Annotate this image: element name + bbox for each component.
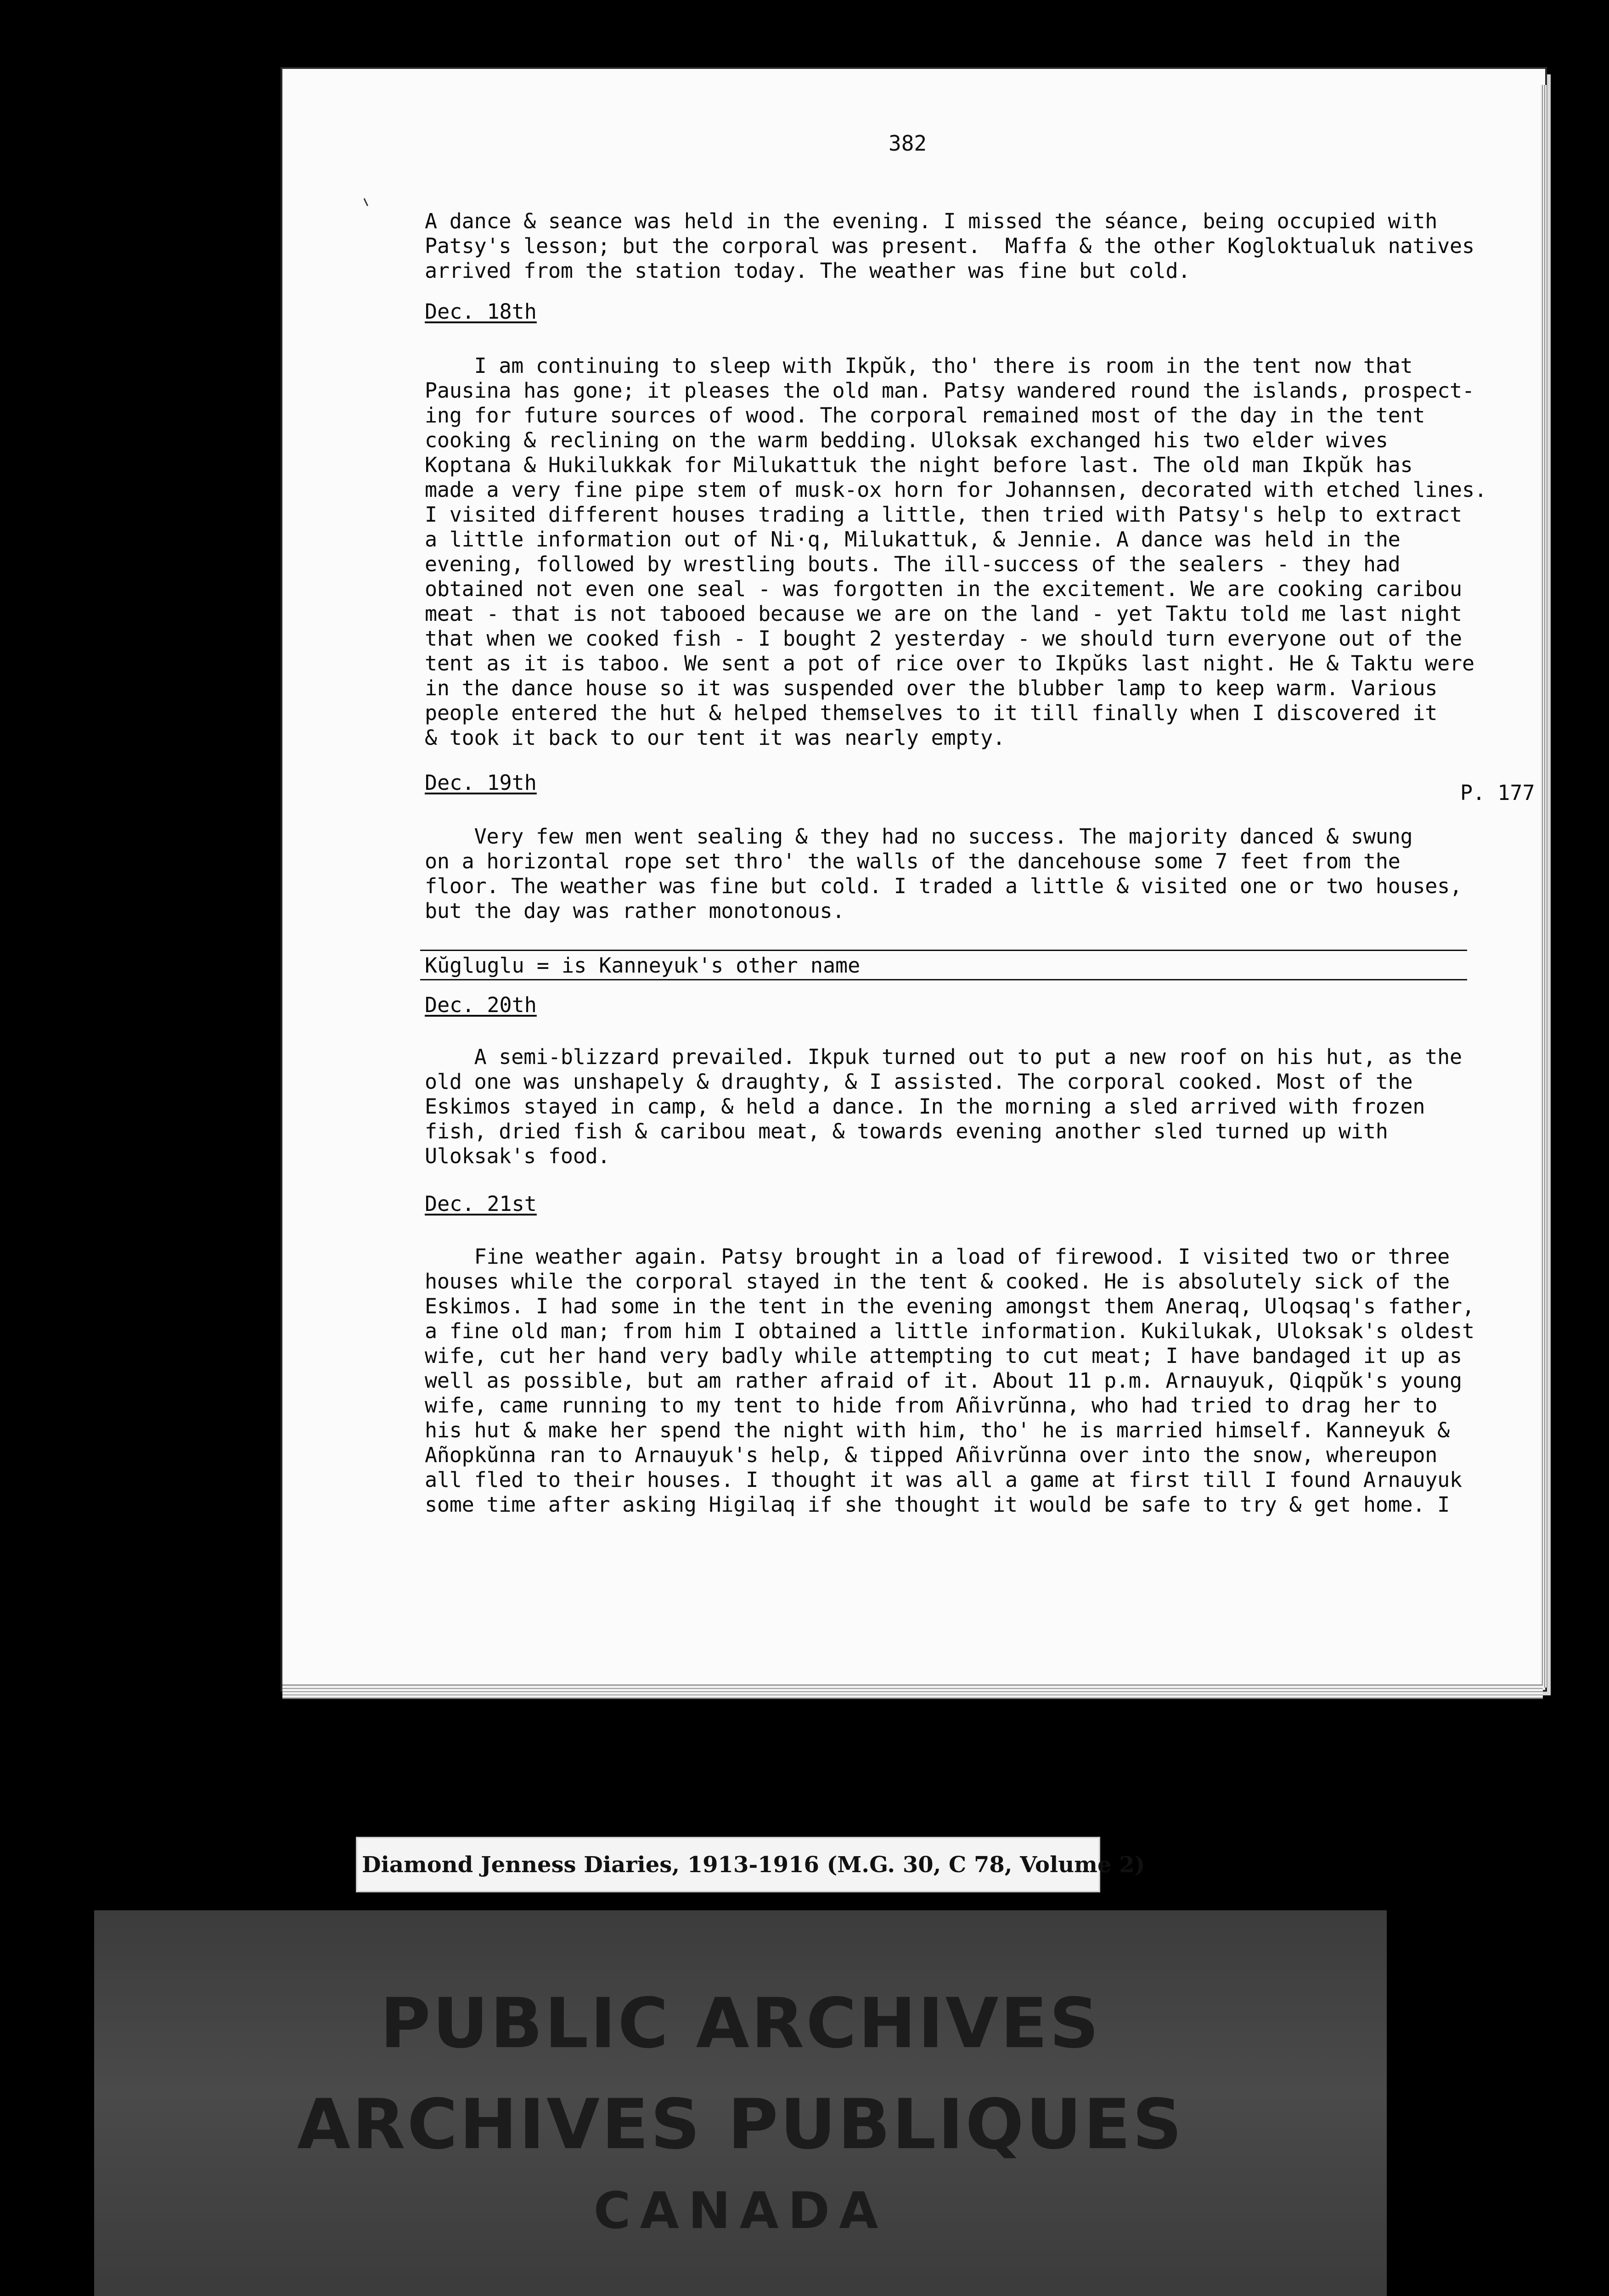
page-stack-right-edge: [1541, 85, 1548, 1688]
entry-text-dec-20: A semi-blizzard prevailed. Ikpuk turned out to put a new roof on his hut, as the old one was unshapely & draughty, & I assisted. The corporal cooked. Most of the Eskimos stayed in camp, & held a dance. In the morning a sled arrived with frozen fish, dried fish & caribou meat, & towards evening another sled turned up with Uloksak's food.: [425, 1045, 1462, 1168]
intro-paragraph: A dance & seance was held in the evening. I missed the séance, being occupied with Patsy's lesson; but the corporal was present. Maffa & the other Kogloktualuk natives arrived from the station today. The weather was fine but cold.: [425, 209, 1474, 283]
entry-date-dec-19: Dec. 19th: [425, 771, 537, 795]
caption-text: Diamond Jenness Diaries, 1913-1916 (M.G. 30, C 78, Volume 2): [362, 1852, 1145, 1878]
entry-date-dec-21: Dec. 21st: [425, 1192, 537, 1216]
entry-date-dec-20: Dec. 20th: [425, 993, 537, 1017]
entry-date-dec-18: Dec. 18th: [425, 299, 537, 324]
stamp-line-public-archives: PUBLIC ARCHIVES: [380, 1984, 1101, 2064]
archive-stamp: [94, 1910, 1387, 2296]
archive-caption-label: [356, 1837, 1145, 1892]
ruled-annotation: [420, 941, 1467, 983]
stamp-line-archives-publiques: ARCHIVES PUBLIQUES: [297, 2085, 1184, 2165]
entry-text-dec-21: Fine weather again. Patsy brought in a load of firewood. I visited two or three houses while the corporal stayed in the tent & cooked. He is absolutely sick of the Eskimos. I had some in the tent in the evening amongst them Aneraq, Uloqsaq's father, a fine old man; from him I obtained a little information. Kukilukak, Uloksak's oldest wife, cut her hand very badly while attempting to cut meat; I have bandaged it up as well as possible, but am rather afraid of it. About 11 p.m. Arnauyuk, Qiqpŭk's young wife, came running to my tent to hide from Añivrŭnna, who had tried to drag her to his hut & make her spend the night with him, tho' he is married himself. Kanneyuk & Añopkŭnna ran to Arnauyuk's help, & tipped Añivrŭnna over into the snow, whereupon all fled to their houses. I thought it was all a game at first till I found Arnauyuk some time after asking Higilaq if she thought it would be safe to try & get home. I: [425, 1244, 1474, 1517]
annotation-rule-top: [420, 950, 1467, 951]
stamp-line-canada: CANADA: [593, 2181, 888, 2240]
annotation-rule-bottom: [420, 979, 1467, 980]
page-stack-bottom-edge: [282, 1684, 1543, 1699]
annotation-text: Kŭgluglu = is Kanneyuk's other name: [425, 953, 861, 978]
entry-text-dec-18: I am continuing to sleep with Ikpŭk, tho' there is room in the tent now that Pausina has gone; it pleases the old man. Patsy wandered round the islands, prospect- ing for future sources of wood. The corporal remained most of the day in the tent cooking & reclining on the warm bedding. Uloksak exchanged his two elder wives Koptana & Hukilukkak for Milukattuk the night before last. The old man Ikpŭk has made a very fine pipe stem of musk-ox horn for Johannsen, decorated with etched lines. I visited different houses trading a little, then tried with Patsy's help to extract a little information out of Ni·q, Milukattuk, & Jennie. A dance was held in the evening, followed by wrestling bouts. The ill-success of the sealers - they had obtained not even one seal - was forgotten in the excitement. We are cooking caribou meat - that is not tabooed because we are on the land - yet Taktu told me last night that when we cooked fish - I bought 2 yesterday - we should turn everyone out of the tent as it is taboo. We sent a pot of rice over to Ikpŭks last night. He & Taktu were in the dance house so it was suspended over the blubber lamp to keep warm. Various people entered the hut & helped themselves to it till finally when I discovered it & took it back to our tent it was nearly empty.: [425, 354, 1487, 750]
margin-page-reference: P. 177: [1460, 781, 1535, 805]
page-number: 382: [889, 131, 927, 156]
entry-text-dec-19: Very few men went sealing & they had no success. The majority danced & swung on a horizontal rope set thro' the walls of the dancehouse some 7 feet from the floor. The weather was fine but cold. I traded a little & visited one or two houses, but the day was rather monotonous.: [425, 824, 1462, 923]
